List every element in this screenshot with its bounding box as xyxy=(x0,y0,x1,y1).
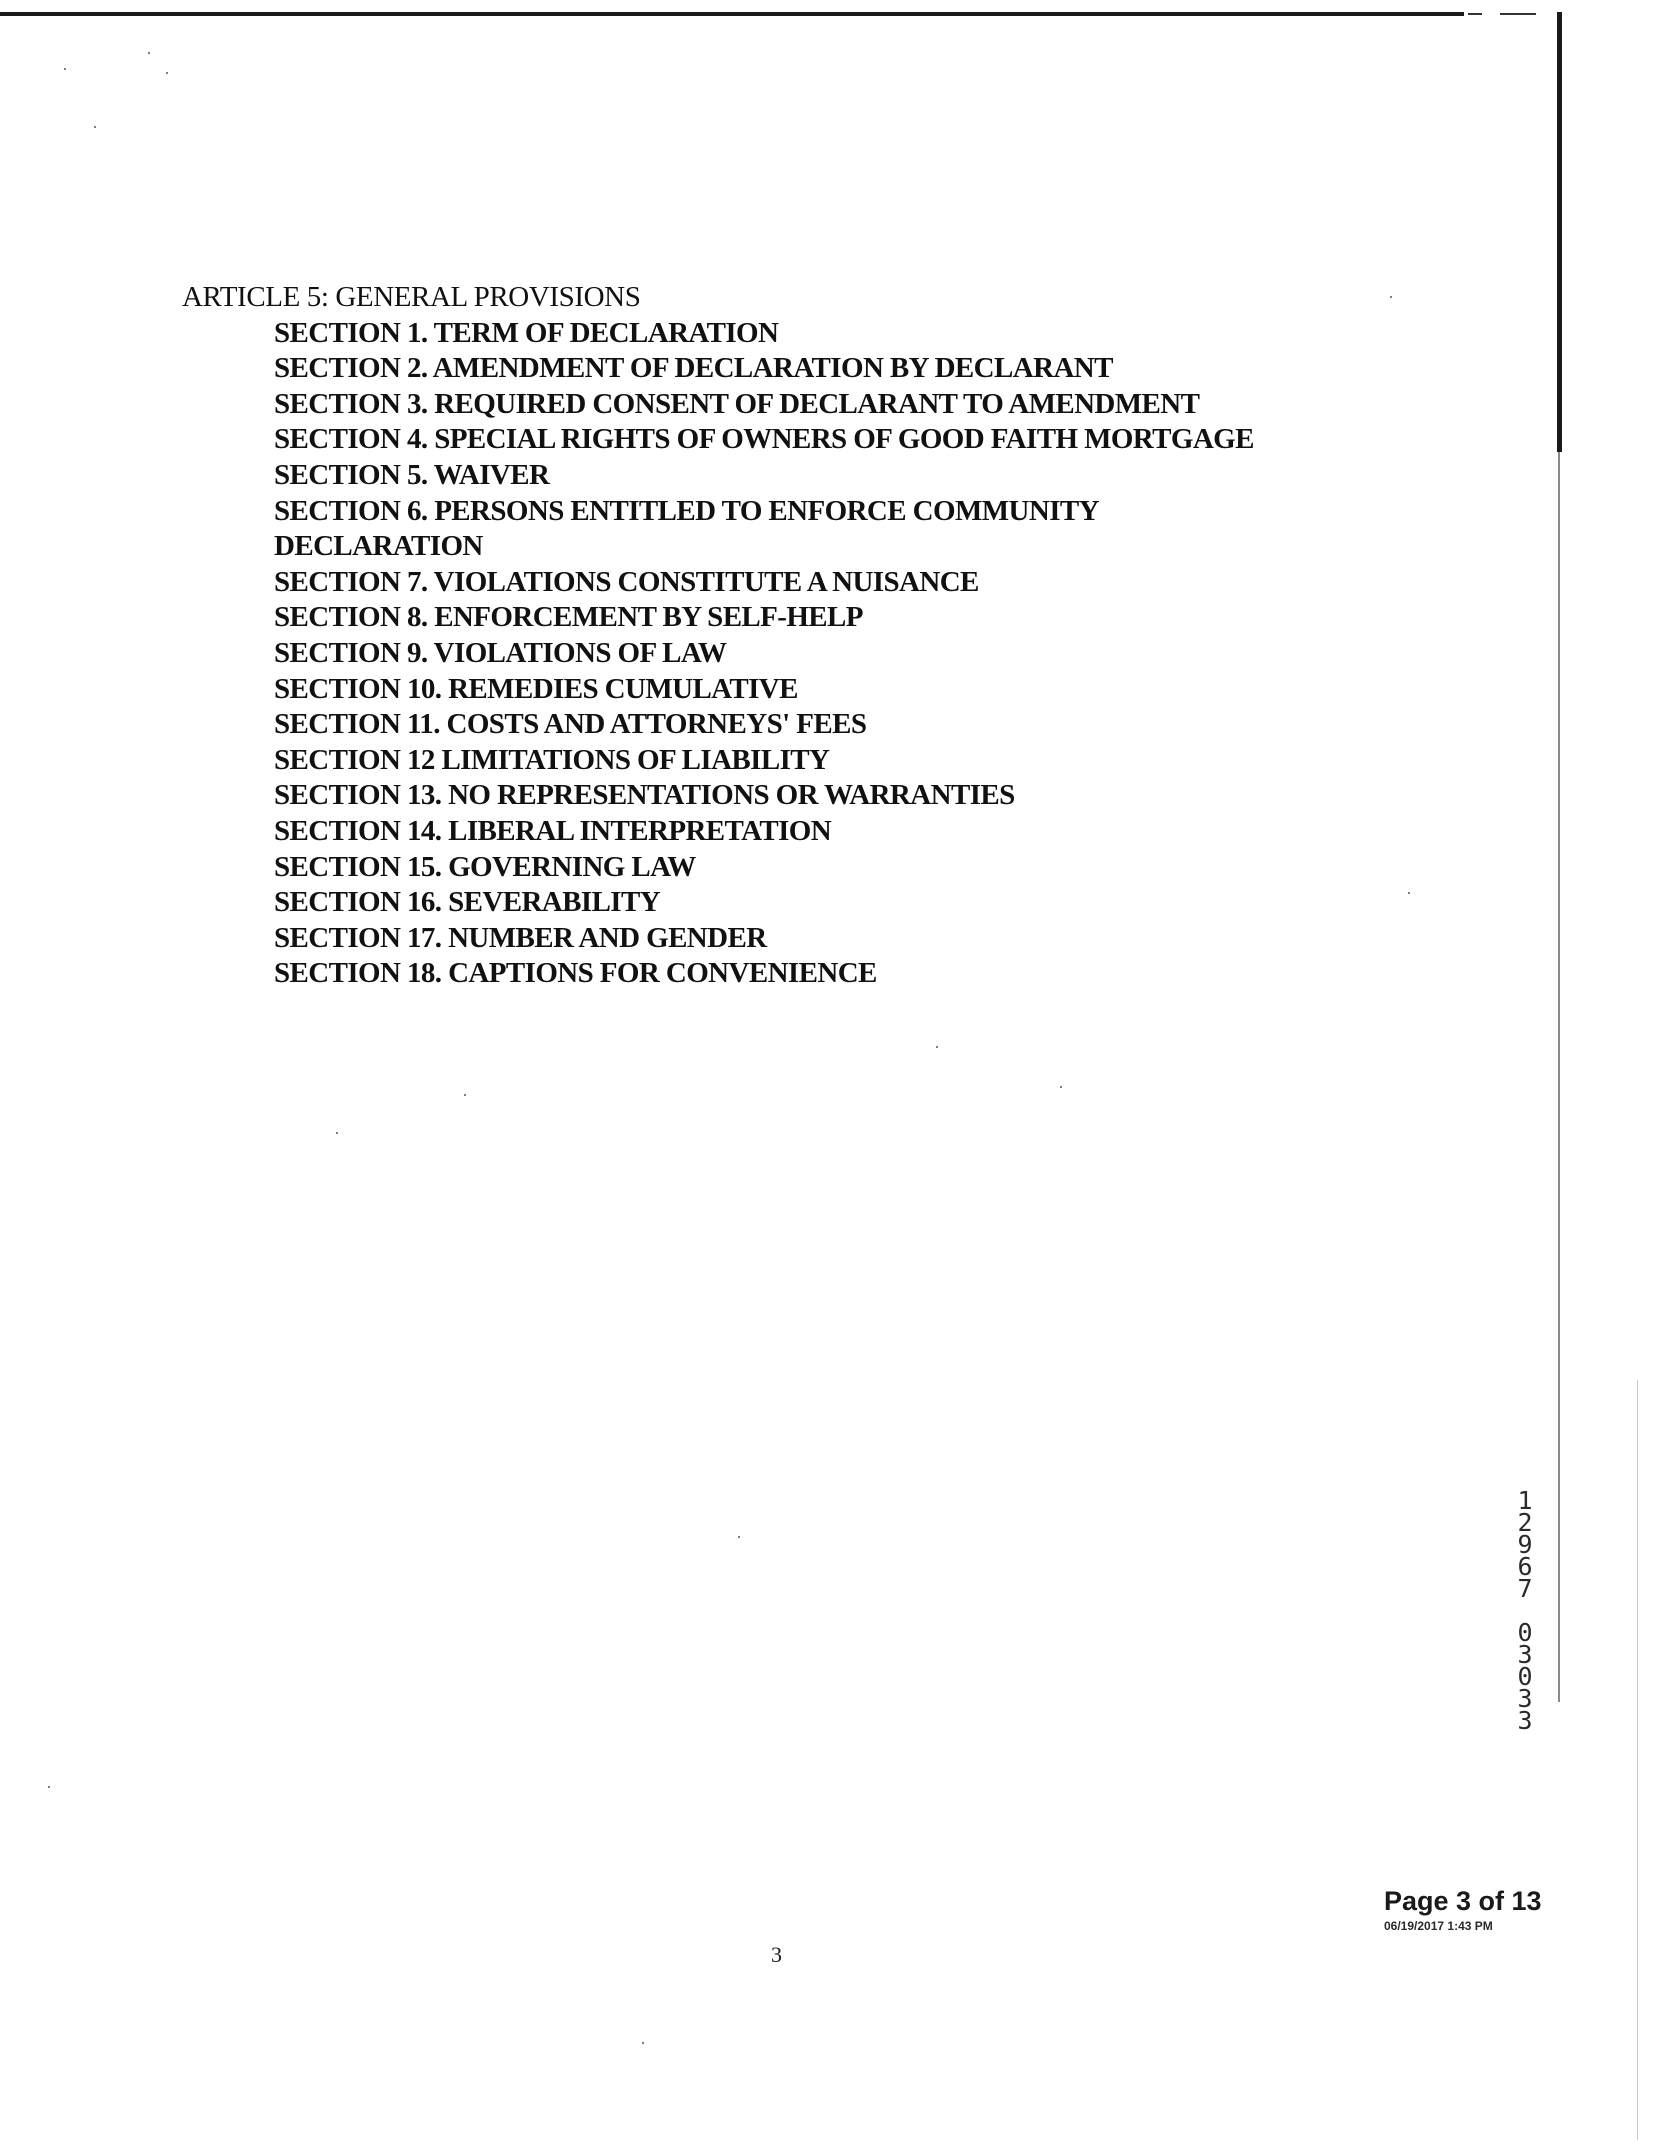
section-entry: SECTION 14. LIBERAL INTERPRETATION xyxy=(274,814,832,847)
stamp-digit: 3 xyxy=(1517,1706,1533,1735)
article-heading: ARTICLE 5: GENERAL PROVISIONS xyxy=(182,281,641,313)
scan-border-fragment xyxy=(1468,13,1482,15)
scan-speck xyxy=(336,1132,338,1134)
section-entry: SECTION 4. SPECIAL RIGHTS OF OWNERS OF GOOD FAITH MORTGAGE xyxy=(274,423,1254,456)
scan-speck xyxy=(166,72,168,74)
section-entry: SECTION 18. CAPTIONS FOR CONVENIENCE xyxy=(274,957,877,990)
section-entry: SECTION 11. COSTS AND ATTORNEYS' FEES xyxy=(274,708,867,741)
table-of-contents xyxy=(182,280,1274,992)
stamp-digit: 2 xyxy=(1517,1508,1533,1537)
section-entry: SECTION 15. GOVERNING LAW xyxy=(274,850,696,883)
scan-speck xyxy=(1060,1086,1062,1088)
section-entry: SECTION 12 LIMITATIONS OF LIABILITY xyxy=(274,743,830,776)
section-entry: SECTION 1. TERM OF DECLARATION xyxy=(274,316,779,349)
section-entry: SECTION 10. REMEDIES CUMULATIVE xyxy=(274,672,798,705)
scan-speck xyxy=(148,52,150,54)
scan-speck xyxy=(738,1536,740,1538)
scan-speck xyxy=(94,126,96,128)
scan-speck xyxy=(1390,296,1392,298)
stamp-digit: 0 xyxy=(1517,1662,1533,1691)
scan-border-fragment xyxy=(1500,13,1536,15)
scan-speck xyxy=(1408,892,1410,894)
section-entry: SECTION 9. VIOLATIONS OF LAW xyxy=(274,636,727,669)
section-entry: SECTION 13. NO REPRESENTATIONS OR WARRANTIES xyxy=(274,779,1015,812)
scan-edge-shadow xyxy=(1637,1380,1638,2140)
scan-top-border xyxy=(0,12,1464,16)
section-entry: SECTION 6. PERSONS ENTITLED TO ENFORCE COMMUNITY DECLARATION xyxy=(274,494,1098,563)
section-entry: SECTION 16. SEVERABILITY xyxy=(274,886,661,919)
scan-speck xyxy=(464,1094,466,1096)
stamp-digit: 1 xyxy=(1517,1486,1533,1515)
section-entry: SECTION 17. NUMBER AND GENDER xyxy=(274,921,767,954)
print-timestamp: 06/19/2017 1:43 PM xyxy=(1384,1919,1493,1933)
page-number: 3 xyxy=(771,1942,782,1967)
section-list xyxy=(182,316,1274,992)
page-counter: Page 3 of 13 xyxy=(1384,1886,1542,1916)
stamp-digit: 3 xyxy=(1517,1640,1533,1669)
section-entry: SECTION 8. ENFORCEMENT BY SELF-HELP xyxy=(274,601,863,634)
scan-right-border-faint xyxy=(1558,452,1560,1702)
section-entry: SECTION 2. AMENDMENT OF DECLARATION BY DECLARANT xyxy=(274,352,1113,385)
scan-speck xyxy=(64,68,66,70)
stamp-digit: 6 xyxy=(1517,1552,1533,1581)
stamp-digit: 3 xyxy=(1517,1684,1533,1713)
section-entry: SECTION 3. REQUIRED CONSENT OF DECLARANT TO AMENDMENT xyxy=(274,387,1200,420)
stamp-digit: 0 xyxy=(1517,1618,1533,1647)
stamp-digit: 9 xyxy=(1517,1530,1533,1559)
recording-stamp xyxy=(1508,1486,1542,1735)
scan-right-border xyxy=(1557,12,1562,452)
scan-speck xyxy=(48,1786,50,1788)
section-entry: SECTION 5. WAIVER xyxy=(274,458,550,491)
stamp-digit: 7 xyxy=(1517,1574,1533,1603)
scan-speck xyxy=(642,2042,644,2044)
scan-speck xyxy=(936,1046,938,1048)
section-entry: SECTION 7. VIOLATIONS CONSTITUTE A NUISANCE xyxy=(274,565,979,598)
